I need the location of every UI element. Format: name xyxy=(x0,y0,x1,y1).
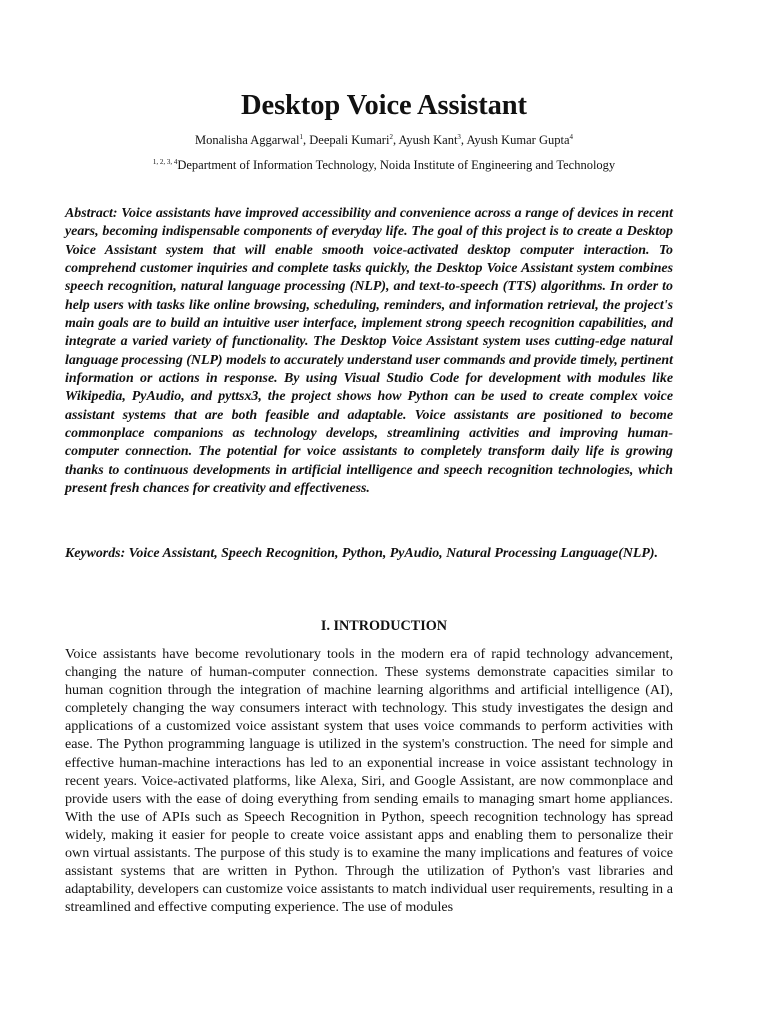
section-heading-introduction: I. INTRODUCTION xyxy=(320,618,448,634)
author-affil-mark: 2 xyxy=(389,132,393,141)
author-1 xyxy=(195,133,309,147)
author-affil-mark: 4 xyxy=(569,132,573,141)
author-3 xyxy=(399,133,467,147)
author-affil-mark: 3 xyxy=(457,132,461,141)
author-separator: , xyxy=(392,133,399,147)
paper-title: Desktop Voice Assistant xyxy=(241,90,527,121)
author-separator: , xyxy=(303,133,310,147)
author-affil-mark: 1 xyxy=(299,132,303,141)
author-name: Deepali Kumari xyxy=(309,133,390,147)
author-list xyxy=(0,131,768,149)
author-4 xyxy=(466,133,573,147)
introduction-paragraph: Voice assistants have become revolutionary tools in the modern era of rapid technology advancement, changing the nature of human-computer connection. These systems demonstrate capacities similar to human cognition through the integration of machine learning algorithms and artificial intelligence (AI), completely changing the way consumers interact with technology. This study investigates the design and applications of a customized voice assistant system that uses voice commands to perform activities with ease. The Python programming language is utilized in the system's construction. The need for simple and effective human-machine interactions has led to an exponential increase in voice assistant technology in recent years. Voice-activated platforms, like Alexa, Siri, and Google Assistant, are now commonplace and provide users with the ease of doing everything from sending emails to managing smart home appliances. With the use of APIs such as Speech Recognition in Python, speech recognition technology has spread widely, making it easier for people to create voice assistant apps and enabling them to personalize their own virtual assistants. The purpose of this study is to examine the many implications and features of voice assistant systems that are written in Python. Through the utilization of Python's vast libraries and adaptability, developers can customize voice assistants to match individual user requirements, resulting in a streamlined and effective computing experience. The use of modules xyxy=(65,646,673,916)
author-name: Monalisha Aggarwal xyxy=(195,133,300,147)
affiliation-text: Department of Information Technology, Noida Institute of Engineering and Technology xyxy=(177,158,616,172)
author-separator: , xyxy=(460,133,467,147)
affiliation xyxy=(0,156,768,174)
author-name: Ayush Kumar Gupta xyxy=(466,133,570,147)
author-2 xyxy=(309,133,398,147)
keywords: Keywords: Voice Assistant, Speech Recognition, Python, PyAudio, Natural Processing Language(NLP). xyxy=(65,546,658,561)
author-name: Ayush Kant xyxy=(398,133,458,147)
affiliation-marks: 1, 2, 3, 4 xyxy=(152,157,178,166)
abstract: Abstract: Voice assistants have improved accessibility and convenience across a range of devices in recent years, becoming indispensable components of everyday life. The goal of this project is to create a Desktop Voice Assistant system that will enable smooth voice-activated desktop computer interaction. To comprehend customer inquiries and complete tasks quickly, the Desktop Voice Assistant system combines speech recognition, natural language processing (NLP), and text-to-speech (TTS) algorithms. In order to help users with tasks like online browsing, scheduling, reminders, and information retrieval, the project's main goals are to build an intuitive user interface, implement strong speech recognition capabilities, and integrate a varied variety of functionality. The Desktop Voice Assistant system uses cutting-edge natural language processing (NLP) models to accurately understand user commands and provide timely, pertinent information or actions in response. By using Visual Studio Code for development with modules like Wikipedia, PyAudio, and pyttsx3, the project shows how Python can be used to create complex voice assistant systems that are both feasible and adaptable. Voice assistants are positioned to become commonplace companions as technology develops, streamlining activities and improving human-computer connection. The potential for voice assistants to completely transform daily life is growing thanks to continuous developments in artificial intelligence and speech recognition technologies, which present fresh chances for creativity and effectiveness. xyxy=(65,206,673,497)
